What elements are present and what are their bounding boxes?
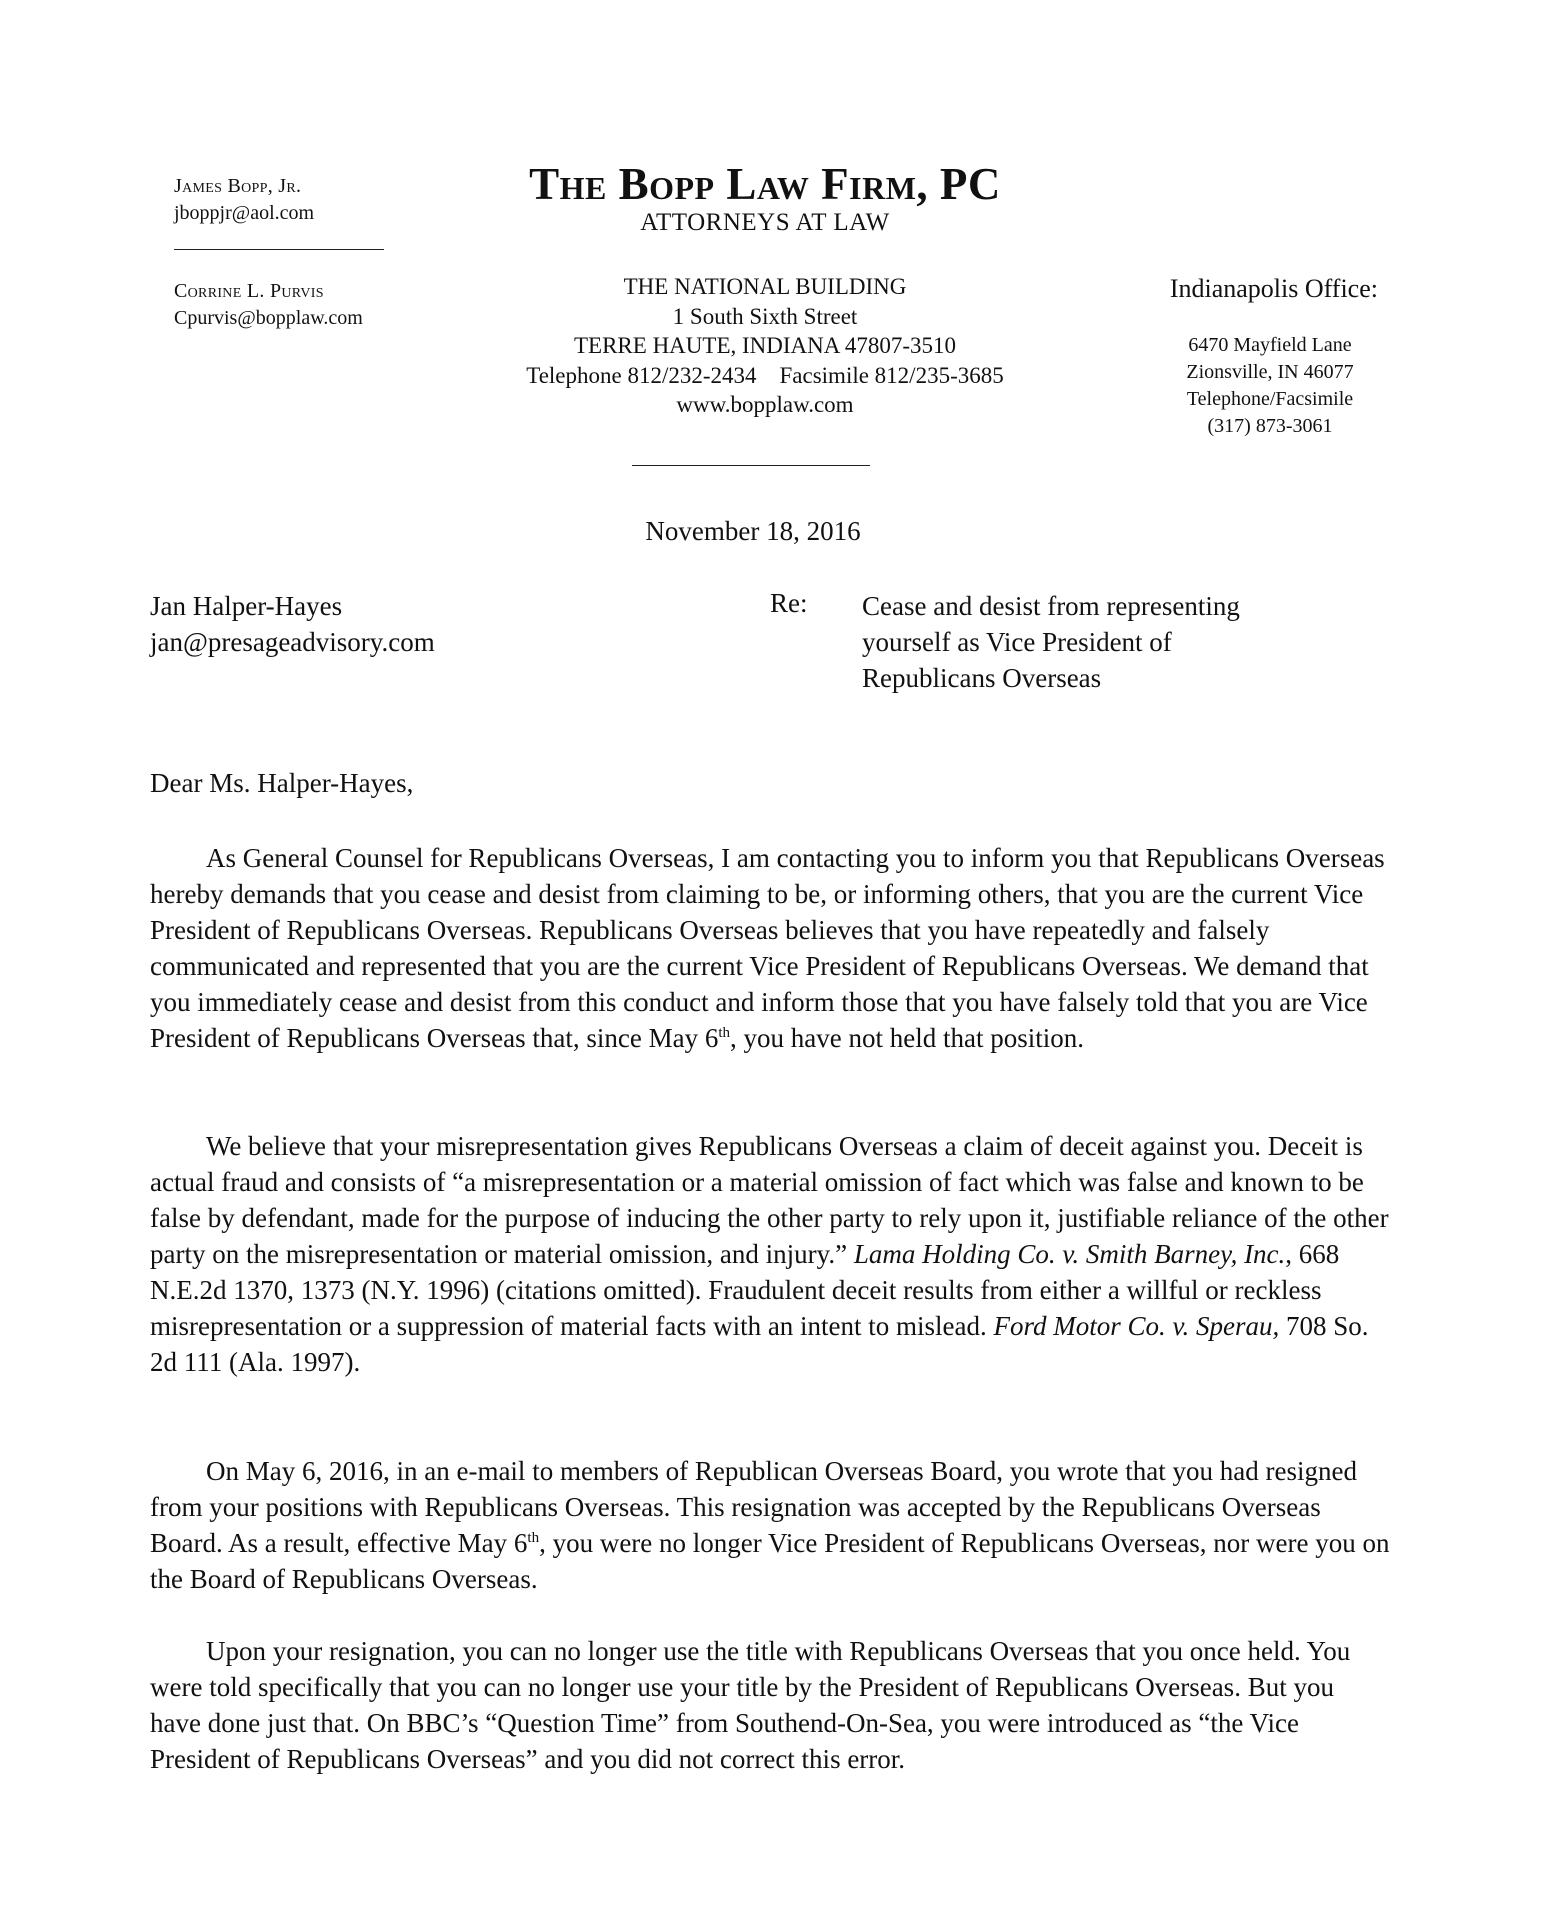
firm-address-line: THE NATIONAL BUILDING xyxy=(623,274,907,299)
paragraph-text: We believe that your misrepresentation gives Republicans Overseas a claim of deceit against you. Deceit is actual fraud and consists of “a misrepresentation or a material omission of fact which was false and known to be false by defendant, made for the purpose of inducing the other party to rely upon it, justifiable reliance of the other party on the misrepresentation or material omission, and injury.” xyxy=(150,1131,1389,1269)
attorney-name: James Bopp, Jr. xyxy=(174,175,302,197)
paragraph-text: , you were no longer Vice President of Republicans Overseas, nor were you on the Board of Republicans Overseas. xyxy=(150,1528,1390,1594)
re-label: Re: xyxy=(770,588,808,618)
recipient-email: jan@presageadvisory.com xyxy=(150,627,435,657)
attorney-divider xyxy=(174,249,384,250)
office-line: Telephone/Facsimile xyxy=(1186,388,1354,410)
salutation: Dear Ms. Halper-Hayes, xyxy=(150,768,414,798)
firm-address-line: TERRE HAUTE, INDIANA 47807-3510 xyxy=(573,333,956,358)
firm-name: The Bopp Law Firm, PC xyxy=(529,159,1001,209)
firm-phone-line: Telephone 812/232-2434 Facsimile 812/235-3685 xyxy=(526,362,1004,388)
case-citation: Ford Motor Co. v. Sperau, xyxy=(993,1311,1280,1341)
case-citation: Lama Holding Co. v. Smith Barney, Inc. xyxy=(853,1239,1286,1269)
attorney-email: jboppjr@aol.com xyxy=(174,202,315,224)
body-paragraph-3 xyxy=(150,1453,1390,1597)
body-paragraph-2 xyxy=(150,1128,1390,1380)
ordinal-suffix: th xyxy=(527,1530,540,1546)
paragraph-text: Upon your resignation, you can no longer use the title with Republicans Overseas that you once held. You were told specifically that you can no longer use your title by the President of Republicans Overseas. But you have done just that. On BBC’s “Question Time” from Southend-On-Sea, you were introduced as “the Vice President of Republicans Overseas” and you did not correct this error. xyxy=(150,1636,1351,1774)
office-heading: Indianapolis Office: xyxy=(1169,274,1378,303)
ordinal-suffix: th xyxy=(718,1025,731,1041)
body-paragraph-1 xyxy=(150,840,1390,1056)
attorney-email: Cpurvis@bopplaw.com xyxy=(174,307,363,329)
office-address xyxy=(1140,332,1400,440)
paragraph-text: , you have not held that position. xyxy=(730,1023,1084,1053)
firm-tagline: ATTORNEYS AT LAW xyxy=(640,209,890,236)
recipient-name: Jan Halper-Hayes xyxy=(150,591,343,621)
re-subject-line: Republicans Overseas xyxy=(862,663,1102,693)
body-paragraph-4 xyxy=(150,1633,1390,1777)
office-line: (317) 873-3061 xyxy=(1207,415,1333,437)
paragraph-text: As General Counsel for Republicans Overseas, I am contacting you to inform you that Republicans Overseas hereby demands that you cease and desist from claiming to be, or informing others, that you are the current Vice President of Republicans Overseas. Republicans Overseas believes that you have repeatedly and falsely communicated and represented that you are the current Vice President of Republicans Overseas. We demand that you immediately cease and desist from this conduct and inform those that you have falsely told that you are Vice President of Republicans Overseas that, since May 6 xyxy=(150,843,1385,1053)
re-subject-line: Cease and desist from representing xyxy=(862,591,1240,621)
recipient-block xyxy=(150,588,435,660)
paragraph-text: On May 6, 2016, in an e-mail to members of Republican Overseas Board, you wrote that you had resigned from your positions with Republicans Overseas. This resignation was accepted by the Republicans Overseas Board. As a result, effective May 6 xyxy=(150,1456,1357,1558)
letterhead-divider xyxy=(632,465,870,466)
paragraph-text: 708 So. 2d 111 (Ala. 1997). xyxy=(150,1311,1369,1377)
re-subject-line: yourself as Vice President of xyxy=(862,627,1172,657)
re-subject xyxy=(862,588,1332,696)
letter-date: November 18, 2016 xyxy=(645,516,861,546)
attorney-name: Corrine L. Purvis xyxy=(174,280,324,302)
paragraph-text: , 668 N.E.2d 1370, 1373 (N.Y. 1996) (citations omitted). Fraudulent deceit results from either a willful or reckless misrepresentation or a suppression of material facts with an intent to mislead. xyxy=(150,1239,1340,1341)
firm-website: www.bopplaw.com xyxy=(676,392,854,417)
office-line: Zionsville, IN 46077 xyxy=(1186,361,1354,383)
firm-address-line: 1 South Sixth Street xyxy=(672,303,858,329)
office-line: 6470 Mayfield Lane xyxy=(1188,334,1352,356)
